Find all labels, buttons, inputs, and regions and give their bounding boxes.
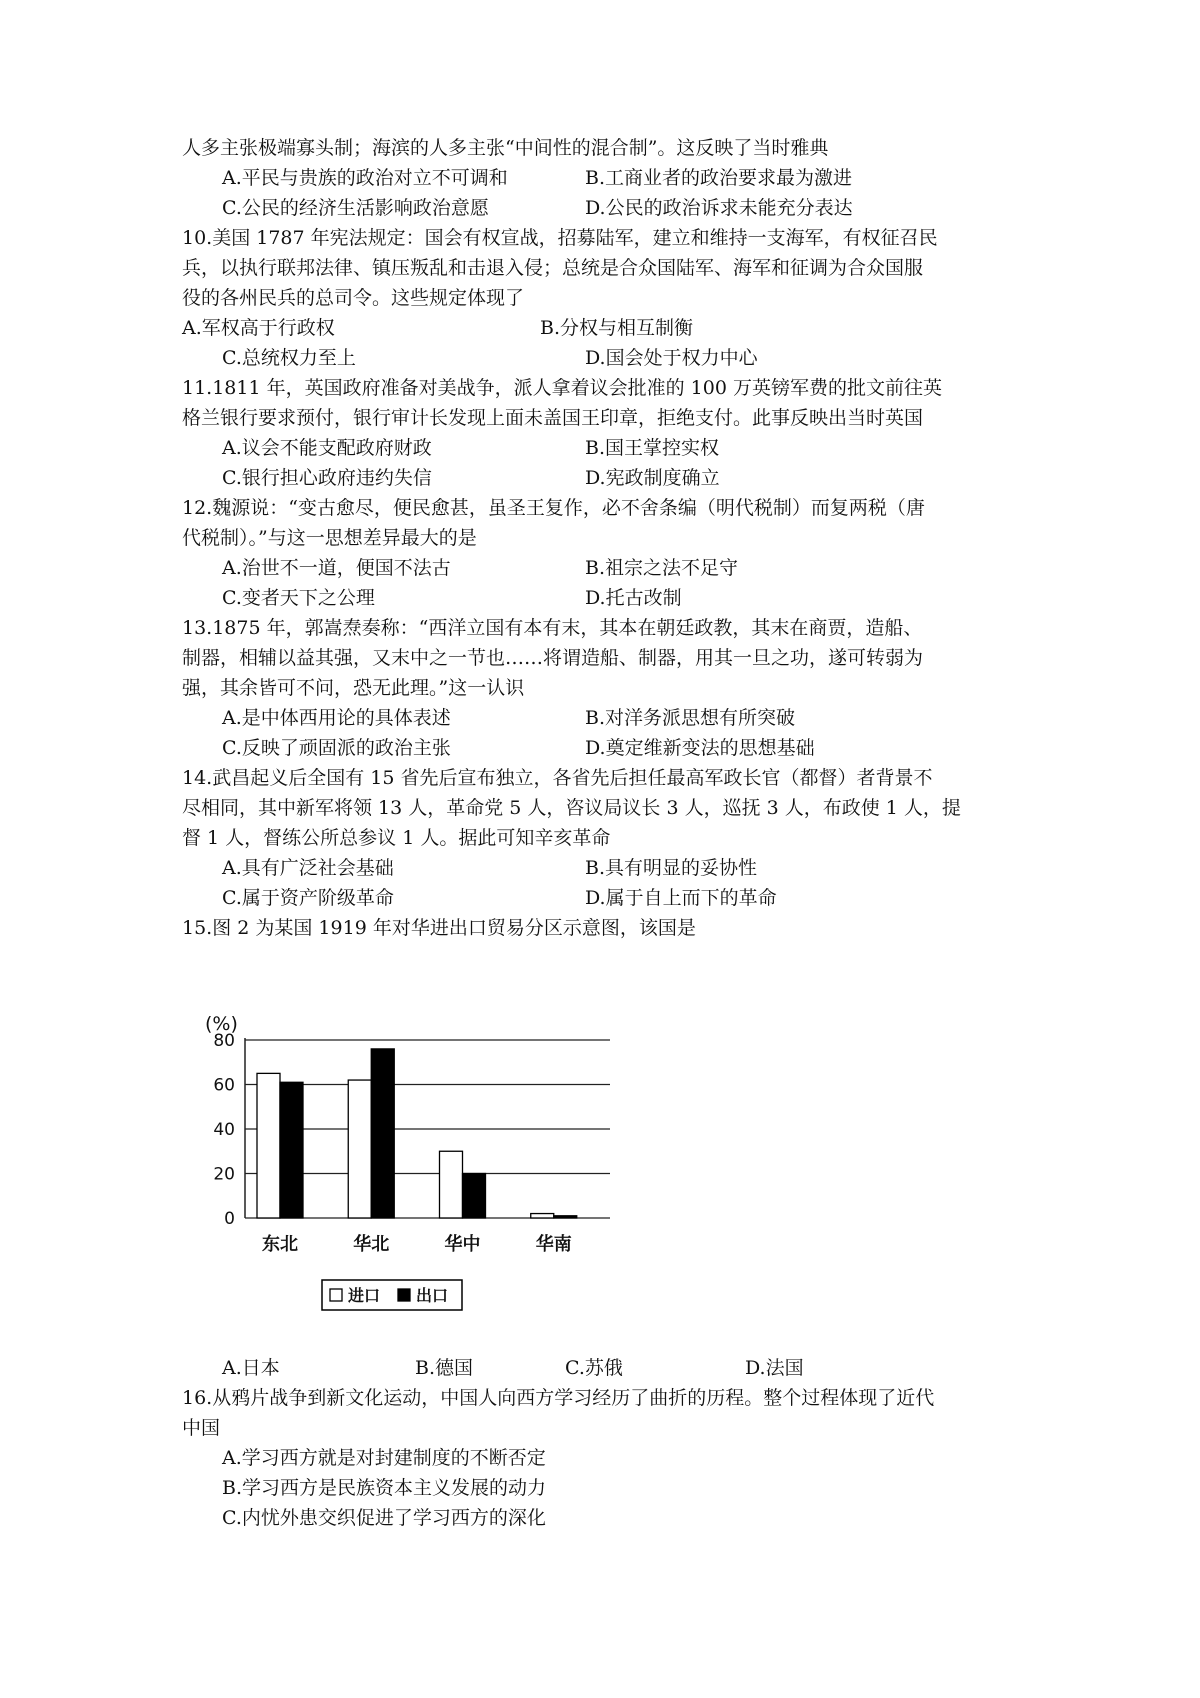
x-tick-label: 华北 bbox=[353, 1234, 390, 1255]
q16-stem-line2: 中国 bbox=[182, 1417, 221, 1439]
bar-export bbox=[371, 1049, 394, 1218]
chart-legend bbox=[322, 1280, 462, 1310]
q16-option-c: C.内忧外患交织促进了学习西方的深化 bbox=[222, 1507, 546, 1529]
q13-stem-line2: 制器，相辅以益其强，又末中之一节也……将谓造船、制器，用其一旦之功，遂可转弱为 bbox=[182, 647, 924, 669]
q14-option-c: C.属于资产阶级革命 bbox=[222, 887, 394, 909]
q11-option-d: D.宪政制度确立 bbox=[585, 467, 720, 489]
q13-stem-line1: 13.1875 年，郭嵩焘奏称：“西洋立国有本有末，其本在朝廷政教，其末在商贾，造船、 bbox=[182, 617, 923, 639]
bar-export bbox=[554, 1216, 577, 1218]
q14-stem-line3: 督 1 人，督练公所总参议 1 人。据此可知辛亥革命 bbox=[182, 827, 611, 849]
q10-stem-line1: 10.美国 1787 年宪法规定：国会有权宣战，招募陆军，建立和维持一支海军，有权征召民 bbox=[182, 227, 938, 249]
y-tick-label: 80 bbox=[213, 1031, 235, 1051]
q15-option-b: B.德国 bbox=[415, 1357, 474, 1379]
q9-option-b: B.工商业者的政治要求最为激进 bbox=[585, 167, 853, 189]
q14-stem-line1: 14.武昌起义后全国有 15 省先后宣布独立，各省先后担任最高军政长官（都督）者背景不 bbox=[182, 767, 933, 789]
legend-swatch-export bbox=[398, 1289, 410, 1301]
q12-stem-line1: 12.魏源说：“变古愈尽，便民愈甚，虽圣王复作，必不舍条编（明代税制）而复两税（唐 bbox=[182, 497, 925, 519]
q15-stem: 15.图 2 为某国 1919 年对华进出口贸易分区示意图，该国是 bbox=[182, 917, 696, 939]
q15-option-c: C.苏俄 bbox=[565, 1357, 623, 1379]
legend-swatch-import bbox=[330, 1289, 342, 1301]
q11-stem-line1: 11.1811 年，英国政府准备对美战争，派人拿着议会批准的 100 万英镑军费的批文前往英 bbox=[182, 377, 942, 399]
bar-import bbox=[440, 1151, 463, 1218]
q10-option-b: B.分权与相互制衡 bbox=[540, 317, 694, 339]
bar-export bbox=[463, 1174, 486, 1219]
trade-bar-chart bbox=[200, 1008, 620, 1338]
x-tick-label: 东北 bbox=[262, 1234, 298, 1255]
bar-import bbox=[257, 1073, 280, 1218]
q13-stem-line3: 强，其余皆可不问，恐无此理。”这一认识 bbox=[182, 677, 525, 699]
bar-export bbox=[280, 1082, 303, 1218]
q10-stem-line3: 役的各州民兵的总司令。这些规定体现了 bbox=[182, 287, 525, 309]
q15-option-a: A.日本 bbox=[222, 1357, 280, 1379]
chart-unit-label: (%) bbox=[205, 1013, 238, 1035]
y-tick-label: 0 bbox=[224, 1209, 235, 1229]
q16-option-a: A.学习西方就是对封建制度的不断否定 bbox=[222, 1447, 546, 1469]
q12-stem-line2: 代税制）。”与这一思想差异最大的是 bbox=[182, 527, 477, 549]
chart-y-ticks bbox=[213, 1031, 235, 1229]
q12-option-c: C.变者天下之公理 bbox=[222, 587, 375, 609]
q10-option-c: C.总统权力至上 bbox=[222, 347, 356, 369]
bar-import bbox=[531, 1214, 554, 1218]
q11-option-b: B.国王掌控实权 bbox=[585, 437, 720, 459]
q12-option-a: A.治世不一道，便国不法古 bbox=[222, 557, 451, 579]
q12-option-b: B.祖宗之法不足守 bbox=[585, 557, 739, 579]
q13-option-d: D.奠定维新变法的思想基础 bbox=[585, 737, 815, 759]
q13-option-c: C.反映了顽固派的政治主张 bbox=[222, 737, 451, 759]
q13-option-b: B.对洋务派思想有所突破 bbox=[585, 707, 796, 729]
chart-bars bbox=[257, 1049, 577, 1218]
q14-option-b: B.具有明显的妥协性 bbox=[585, 857, 758, 879]
q9-stem-tail: 人多主张极端寡头制；海滨的人多主张“中间性的混合制”。这反映了当时雅典 bbox=[182, 137, 829, 159]
x-tick-label: 华中 bbox=[444, 1234, 481, 1255]
chart-x-ticks bbox=[262, 1233, 572, 1255]
q15-option-d: D.法国 bbox=[745, 1357, 804, 1379]
q16-option-b: B.学习西方是民族资本主义发展的动力 bbox=[222, 1477, 547, 1499]
y-tick-label: 40 bbox=[213, 1120, 235, 1140]
y-tick-label: 20 bbox=[213, 1164, 235, 1185]
q11-option-c: C.银行担心政府违约失信 bbox=[222, 467, 432, 489]
y-tick-label: 60 bbox=[213, 1075, 235, 1096]
q14-option-a: A.具有广泛社会基础 bbox=[222, 857, 394, 879]
q14-option-d: D.属于自上而下的革命 bbox=[585, 887, 777, 909]
legend-label-export: 出口 bbox=[416, 1286, 449, 1305]
q9-option-a: A.平民与贵族的政治对立不可调和 bbox=[222, 167, 508, 189]
x-tick-label: 华南 bbox=[535, 1234, 572, 1255]
bar-import bbox=[348, 1080, 371, 1218]
q11-stem-line2: 格兰银行要求预付，银行审计长发现上面未盖国王印章，拒绝支付。此事反映出当时英国 bbox=[182, 407, 924, 429]
q16-stem-line1: 16.从鸦片战争到新文化运动，中国人向西方学习经历了曲折的历程。整个过程体现了近代 bbox=[182, 1387, 935, 1409]
q14-stem-line2: 尽相同，其中新军将领 13 人，革命党 5 人，咨议局议长 3 人，巡抚 3 人，布政使 1 人，提 bbox=[182, 797, 961, 819]
legend-label-import: 进口 bbox=[348, 1286, 381, 1305]
q11-option-a: A.议会不能支配政府财政 bbox=[222, 437, 432, 459]
q9-option-c: C.公民的经济生活影响政治意愿 bbox=[222, 197, 489, 219]
q10-stem-line2: 兵，以执行联邦法律、镇压叛乱和击退入侵；总统是合众国陆军、海军和征调为合众国服 bbox=[182, 257, 924, 279]
q9-option-d: D.公民的政治诉求未能充分表达 bbox=[585, 197, 853, 219]
q10-option-d: D.国会处于权力中心 bbox=[585, 347, 758, 369]
q13-option-a: A.是中体西用论的具体表述 bbox=[222, 707, 451, 729]
q12-option-d: D.托古改制 bbox=[585, 587, 682, 609]
q10-option-a: A.军权高于行政权 bbox=[182, 317, 335, 339]
